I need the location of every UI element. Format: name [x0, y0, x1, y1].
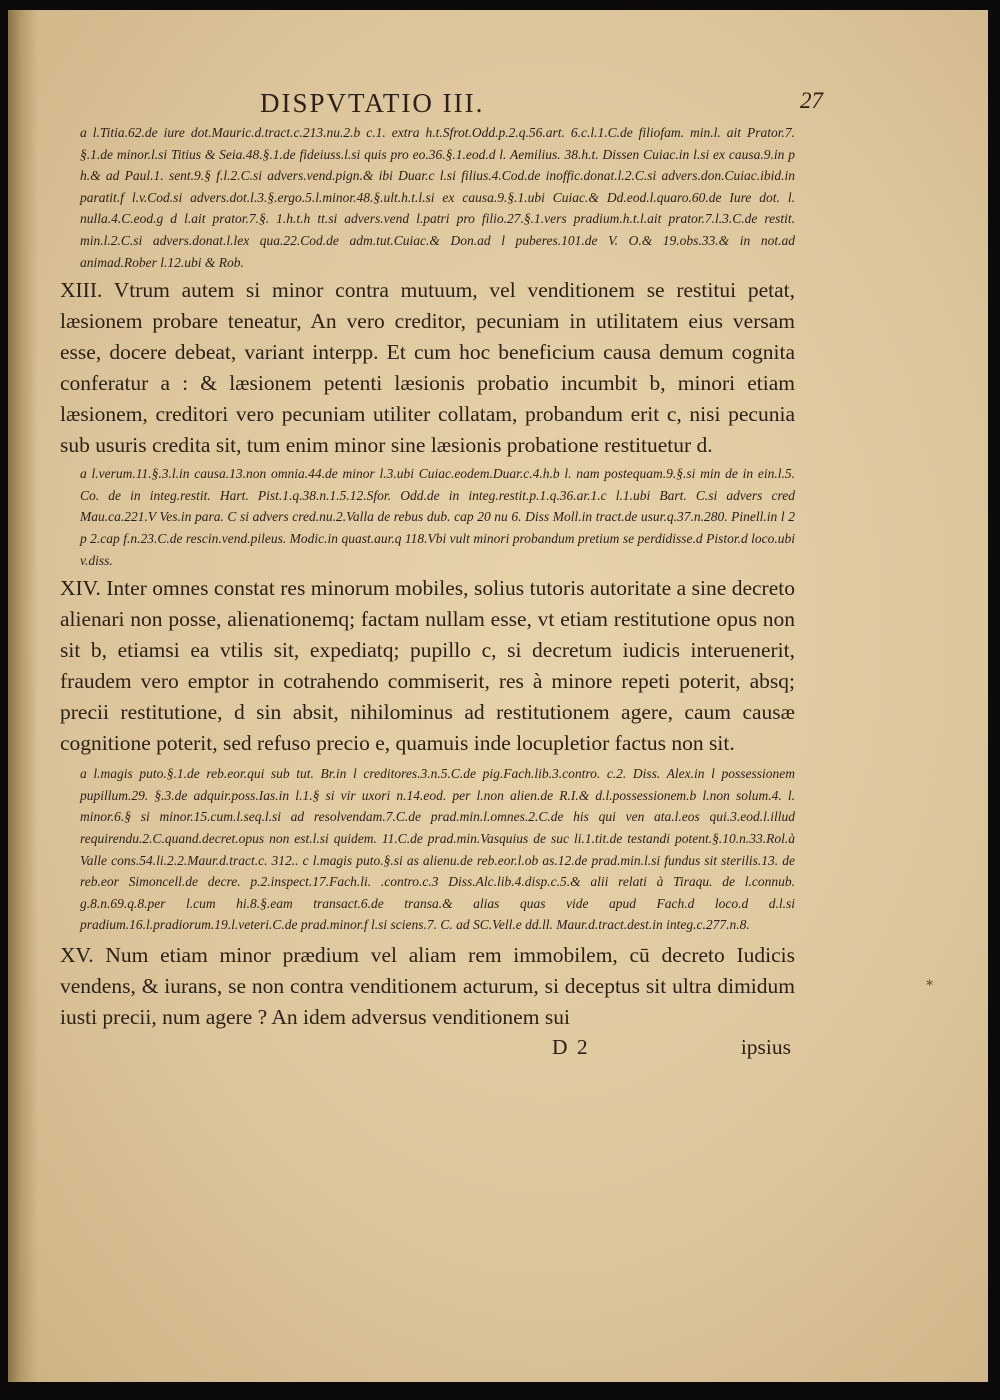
page-gutter-shadow: [8, 10, 38, 1382]
paragraph-xv: XV. Num etiam minor prædium vel aliam rem immobilem, cū decreto Iudicis vendens, & iurans, se non contra venditionem acturum, si deceptus sit ultra dimidum iusti precii, num agere ? An idem adversus venditionem sui: [60, 942, 795, 1029]
signature-mark: D 2: [552, 1034, 590, 1059]
paragraph-xiii: XIII. Vtrum autem si minor contra mutuum, vel venditionem se restitui petat, læsionem probare teneatur, An vero creditor, pecuniam in utilitatem eius versam esse, docere debeat, variant interpp. Et cum hoc beneficium causa demum cognita conferatur a : & læsionem petenti læsionis probatio incumbit b, minori etiam læsionem, creditori vero pecuniam utiliter collatam, probandum erit c, nisi pecunia sub usuris credita sit, tum enim minor sine læsionis probatione restituetur d.: [60, 278, 795, 458]
footnote-block-2: a l.verum.11.§.3.l.in causa.13.non omnia.44.de minor l.3.ubi Cuiac.eodem.Duar.c.4.h.b l. nam postequam.9.§.si min de in ein.l.5. Co. de in integ.restit. Hart. Pist.1.q.38.n.1.5.12.Sfor. Odd.de in integ.restit.p.1.q.36.ar.1.c l.1.ubi Bart. C.si advers cred Mau.ca.221.V Ves.in para. C si advers cred.nu.2.Valla de rebus dub. cap 20 nu 6. Diss Moll.in tract.de usur.q.37.n.280. Pinell.in l 2 p 2.cap f.n.23.C.de rescin.vend.pileus. Modic.in quast.aur.q 118.Vbi vult minori probandum pretium se perdidisse.d Pistor.d loco.ubi v.diss.: [80, 466, 795, 568]
footnote-block-1: a l.Titia.62.de iure dot.Mauric.d.tract.c.213.nu.2.b c.1. extra h.t.Sfrot.Odd.p.2.q.56.art. 6.c.l.1.C.de filiofam. min.l. ait Prator.7. §.1.de minor.l.si Titius & Seia.48.§.1.de fideiuss.l.si quis pro eo.36.§.1.eod.d l. Aemilius. 38.h.t. Dissen Cuiac.in l.si ex causa.9.in p h.& ad Paul.1. sent.9.§ f.l.2.C.si advers.vend.pign.& ibi Duar.c l.si filius.4.Cod.de inoffic.donat.l.2.C.si advers.don.Cuiac.ibid.in paratit.f l.v.Cod.si advers.dot.l.3.§.ergo.5.l.minor.48.§.ult.h.t.l.si ex causa.9.§.1.ubi Cuiac.& Dd.eod.l.quaro.60.de Iure dot. l. nulla.4.C.eod.g d l.ait prator.7.§. 1.h.t.h tt.si advers.vend l.patri pro filio.27.§.1.vers pradium.h.t.l.ait prator.7.l.3.C.de restit. min.l.2.C.si advers.donat.l.lex qua.22.Cod.de adm.tut.Cuiac.& Don.ad l puberes.101.de V. O.& 19.obs.33.& in not.ad animad.Rober l.12.ubi & Rob.: [80, 125, 795, 270]
page-number: 27: [800, 88, 823, 113]
page-footer: [60, 1033, 795, 1063]
page-header: [60, 88, 823, 118]
footnote-block-3: a l.magis puto.§.1.de reb.eor.qui sub tut. Br.in l creditores.3.n.5.C.de pig.Fach.lib.3.contro. c.2. Diss. Alex.in l possessionem pupillum.29. §.3.de adquir.poss.Ias.in l.1.§ si vir uxori n.14.eod. per l.non alien.de R.I.& d.l.possessionem.b l.non solum.4. l. minor.6.§ si minor.15.cum.l.seq.l.si ad resolvendam.7.C.de prad.min.l.omnes.2.C.de his qui ven ata.l.eos qui.3.eod.l.illud requirendu.2.C.quand.decret.opus non est.l.si quidem. 11.C.de prad.min.Vasquius de suc li.1.tit.de testandi potent.§.10.n.33.Rol.à Valle cons.54.li.2.2.Maur.d.tract.c. 312.. c l.magis puto.§.si as alienu.de reb.eor.l.ob as.12.de prad.min.l.si fundus sit sterilis.13. de reb.eor Simoncell.de decre. p.2.inspect.17.Fach.li. .contro.c.3 Diss.Alc.lib.4.disp.c.5.& alii relati à Tiraqu. de l.connub. g.8.n.69.q.8.per l.cum hi.8.§.eam transact.6.de transa.& alias quas vide apud Fach.d loco.d d.l.si pradium.16.l.pradiorum.19.l.veteri.C.de prad.minor.f l.si sciens.7. C. ad SC.Vell.e dd.ll. Maur.d.tract.dest.in integ.c.277.n.8.: [80, 766, 795, 933]
book-page: [8, 10, 988, 1382]
page-content: [60, 88, 823, 1063]
catchword: ipsius: [740, 1034, 791, 1059]
paragraph-xiv: XIV. Inter omnes constat res minorum mobiles, solius tutoris autoritate a sine decreto alienari non posse, alienationemq; factam nullam esse, vt etiam restitutione opus non sit b, etiamsi ea vtilis sit, expediatq; pupillo c, si decretum iudicis interuenerit, fraudem vero emptor in cotrahendo commiserit, res à minore repeti poterit, absq; precii restitutione, d sin absit, nihilominus ad restitutionem agere, caum causæ cognitione poterit, sed refuso precio e, quamuis inde locupletior factus non sit.: [60, 576, 795, 756]
running-head: DISPVTATIO III.: [260, 88, 485, 118]
margin-mark: *: [926, 978, 933, 994]
